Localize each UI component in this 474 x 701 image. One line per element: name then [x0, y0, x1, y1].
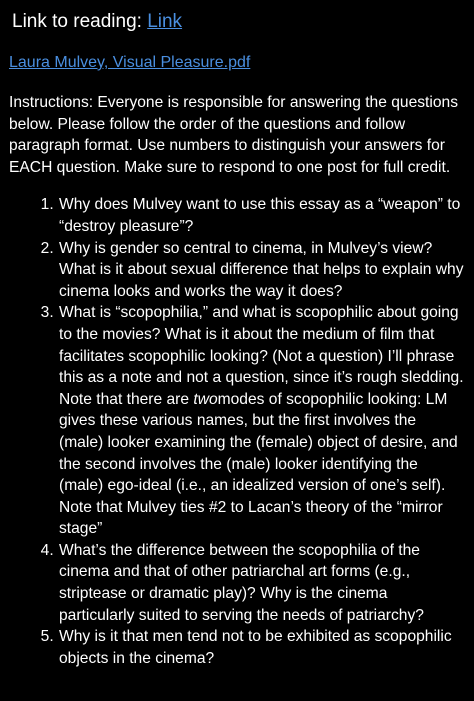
reading-link[interactable]: Link — [147, 11, 183, 32]
question-item — [58, 194, 464, 237]
questions-list — [9, 194, 464, 669]
reading-label: Link to reading: — [12, 11, 148, 32]
question-text: Why is gender so central to cinema, in Mulvey’s view? What is it about sexual difference that helps to explain why cinema looks and works the way it does? — [59, 239, 464, 300]
question-text: Why is it that men tend not to be exhibited as scopophilic objects in the cinema? — [59, 628, 452, 667]
question-text-before: What is “scopophilia,” and what is scopophilic about going to the movies? What is it about the medium of film that facilitates scopophilic looking? (Not a question) I’ll phrase this as a note and not a question, since it’s rough sledding. Note that there are — [59, 304, 464, 408]
question-emphasis: two — [193, 390, 218, 408]
pdf-link-line — [9, 52, 464, 74]
reading-link-line — [12, 8, 464, 36]
question-item — [58, 302, 464, 540]
question-text-after: modes of scopophilic looking: LM gives these various names, but the first involves the (male) looker examining the (female) object of desire, and the second involves the (male) looker identifying the (male) ego-ideal (i.e., an idealized version of one’s self). Note that Mulvey ties #2 to Lacan’s theory of the “mirror stage” — [59, 390, 458, 538]
question-text: Why does Mulvey want to use this essay as a “weapon” to “destroy pleasure”? — [59, 196, 461, 235]
question-text: What’s the difference between the scopophilia of the cinema and that of other patriarchal art forms (e.g., striptease or dramatic play)? Why is the cinema particularly suited to serving the needs of patriarchy? — [59, 541, 424, 624]
question-item — [58, 626, 464, 669]
question-item — [58, 540, 464, 626]
question-item — [58, 238, 464, 303]
pdf-attachment-link[interactable]: Laura Mulvey, Visual Pleasure.pdf — [9, 54, 251, 71]
instructions-paragraph: Instructions: Everyone is responsible for answering the questions below. Please follow the order of the questions and follow paragraph format. Use numbers to distinguish your answers for EACH question. Make sure to respond to one post for full credit. — [9, 94, 458, 176]
